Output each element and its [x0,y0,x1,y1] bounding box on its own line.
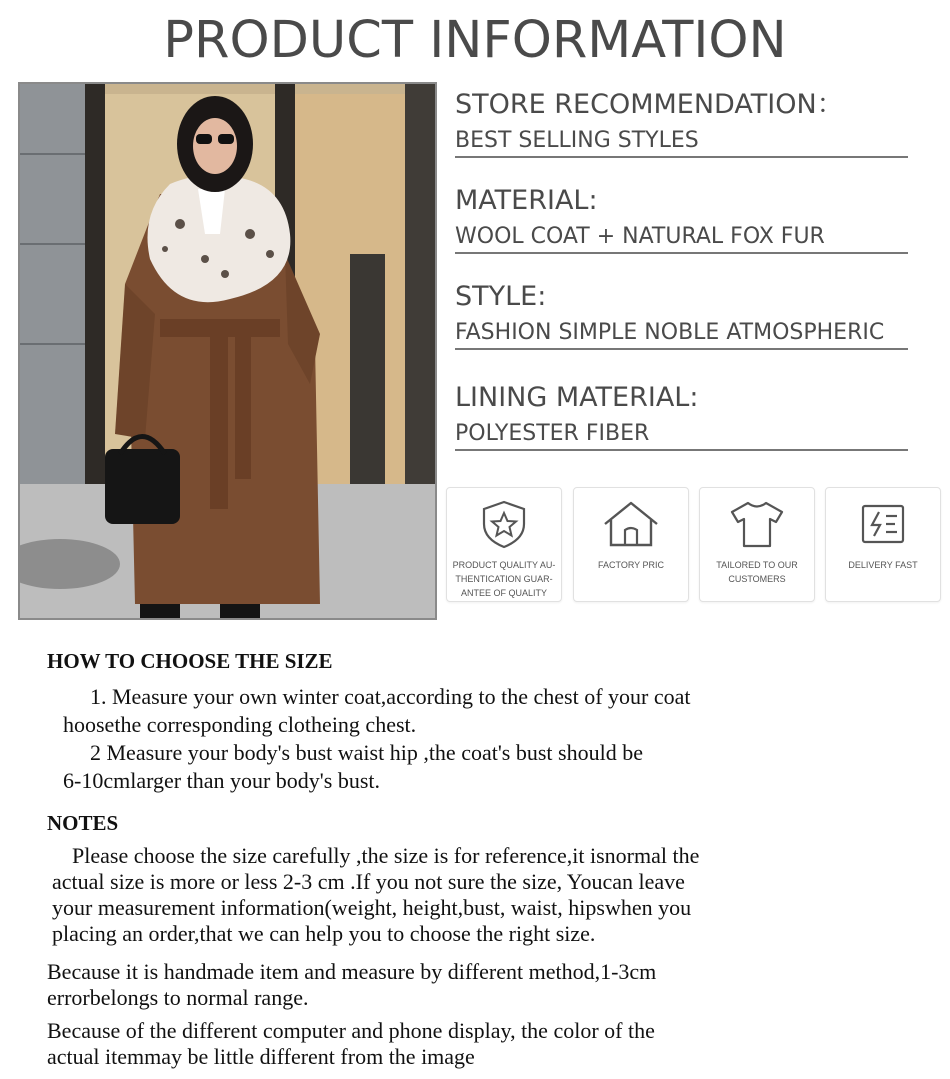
feature-card-factory-price [573,487,689,602]
size-guide-heading: HOW TO CHOOSE THE SIZE [47,649,333,673]
divider [455,348,908,350]
feature-caption-line: FACTORY PRIC [597,560,665,570]
notes-line: placing an order,that we can help you to choose the right size. [52,921,596,946]
product-photo [18,82,437,620]
notes-line: actual size is more or less 2-3 cm .If you not sure the size, Youcan leave [52,869,685,894]
feature-card-delivery [825,487,941,602]
size-guide-line: hoosethe corresponding clotheing chest. [63,712,417,737]
spec-label: STYLE: [455,281,547,312]
tshirt-icon [727,498,787,555]
feature-caption-line: PRODUCT QUALITY AU- [452,560,556,570]
spec-label: MATERIAL: [455,185,598,216]
spec-value: FASHION SIMPLE NOBLE ATMOSPHERIC [455,320,885,345]
size-guide-line: 2 Measure your body's bust waist hip ,the coat's bust should be [90,740,643,765]
page-title: PRODUCT INFORMATION [163,11,787,70]
feature-card-tailored [699,487,815,602]
spec-store-recommendation [455,88,910,158]
notes-line: actual itemmay be little different from the image [47,1044,475,1069]
feature-card-quality [446,487,562,602]
divider [455,252,908,254]
notes-line: Please choose the size carefully ,the size is for reference,it isnormal the [72,843,700,868]
spec-style [455,280,910,350]
divider [455,449,908,451]
notes-heading: NOTES [47,811,119,835]
size-guide-line: 6-10cmlarger than your body's bust. [63,768,381,793]
notes-line: your measurement information(weight, height,bust, waist, hipswhen you [52,895,692,920]
notes-line: Because of the different computer and phone display, the color of the [47,1018,655,1043]
notes-line: errorbelongs to normal range. [47,985,309,1010]
feature-caption-line: THENTICATION GUAR- [455,574,553,584]
spec-value: POLYESTER FIBER [455,421,650,446]
size-guide-line: 1. Measure your own winter coat,according to the chest of your coat [90,684,691,709]
feature-caption-line: ANTEE OF QUALITY [460,588,547,598]
divider [455,156,908,158]
feature-caption-line: DELIVERY FAST [848,560,918,570]
spec-material [455,184,910,254]
spec-value: WOOL COAT + NATURAL FOX FUR [455,224,825,249]
feature-caption-line: CUSTOMERS [728,574,786,584]
spec-lining-material [455,381,910,451]
feature-caption-line: TAILORED TO OUR [716,560,798,570]
house-icon [601,498,661,555]
spec-label: STORE RECOMMENDATION： [455,89,844,120]
notes-line: Because it is handmade item and measure by different method,1-3cm [47,959,657,984]
shield-star-icon [478,498,530,555]
spec-label: LINING MATERIAL: [455,382,699,413]
delivery-fast-icon [857,498,909,555]
spec-value: BEST SELLING STYLES [455,128,699,153]
